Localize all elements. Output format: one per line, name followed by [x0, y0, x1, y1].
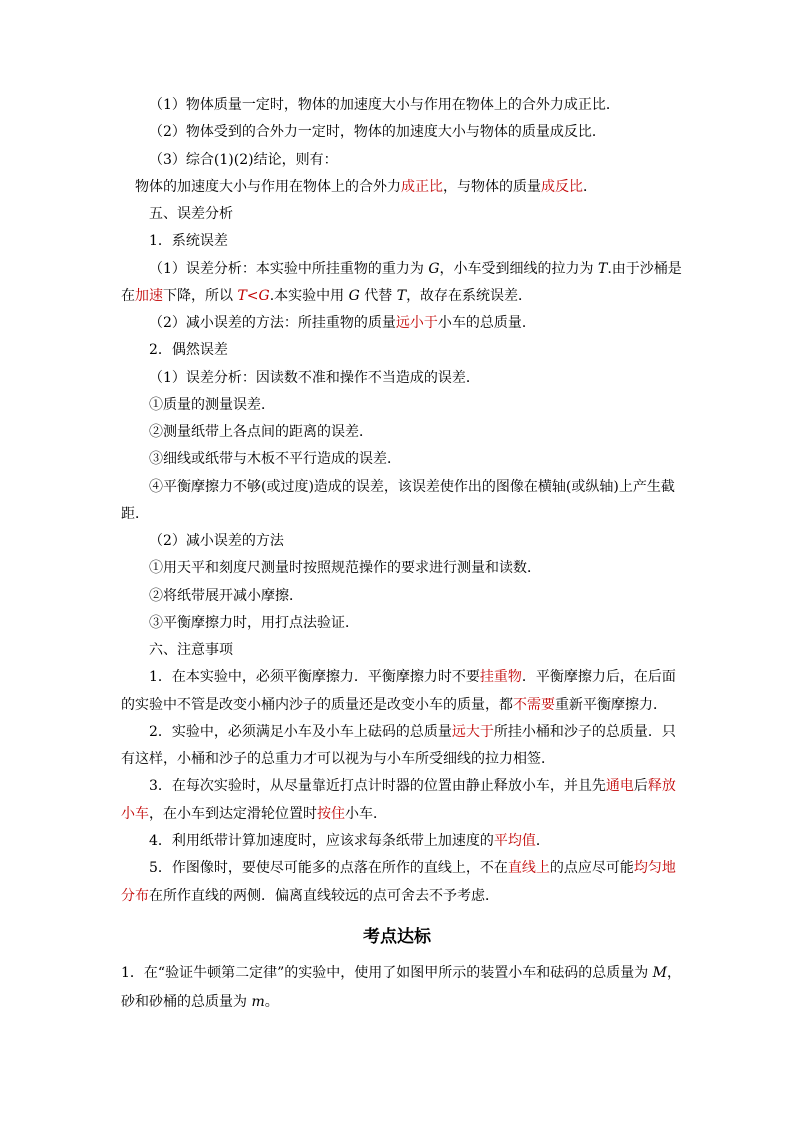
text-line: （1）误差分析：本实验中所挂重物的重力为 G，小车受到细线的拉力为 T.由于沙桶是 [149, 261, 682, 277]
highlight-text: 分布 [121, 888, 149, 904]
subsection-heading: 1．系统误差 [149, 233, 228, 249]
text-line: 分布在所作直线的两侧．偏离直线较远的点可舍去不予考虑． [121, 888, 499, 904]
text-line: ②测量纸带上各点间的距离的误差． [149, 424, 373, 440]
highlight-text: T<G [237, 288, 270, 304]
text-line: 4．利用纸带计算加速度时，应该求每条纸带上加速度的平均值． [149, 833, 550, 849]
section-heading: 六、注意事项 [149, 642, 233, 658]
subsection-heading: 2．偶然误差 [149, 342, 228, 358]
highlight-text: 远小于 [395, 315, 438, 331]
highlight-text: 通电 [605, 778, 634, 794]
text-line: ④平衡摩擦力不够(或过度)造成的误差，该误差使作出的图像在横轴(或纵轴)上产生截 [149, 479, 675, 495]
question-line: 砂和砂桶的总质量为 m。 [121, 994, 279, 1010]
highlight-text: 释放 [647, 778, 676, 794]
text-line: 有这样，小桶和沙子的总重力才可以视为与小车所受细线的拉力相签． [121, 751, 555, 767]
text-line: （1）误差分析：因读数不准和操作不当造成的误差． [149, 370, 480, 386]
highlight-text: 挂重物 [479, 669, 522, 685]
text-line: 3．在每次实验时，从尽量靠近打点计时器的位置由静止释放小车，并且先通电后释放 [149, 778, 676, 794]
text-line: 1．在本实验中，必须平衡摩擦力．平衡摩擦力时不要挂重物．平衡摩擦力后，在后面 [149, 669, 676, 685]
text-line: 的实验中不管是改变小桶内沙子的质量还是改变小车的质量，都不需要重新平衡摩擦力． [121, 697, 667, 713]
text-line: （1）物体质量一定时，物体的加速度大小与作用在物体上的合外力成正比． [149, 97, 620, 113]
section-heading: 五、误差分析 [149, 206, 233, 222]
text-line: 小车，在小车到达定滑轮位置时按住小车． [121, 806, 387, 822]
highlight-text: 加速 [135, 288, 163, 304]
text-line: ①用天平和刻度尺测量时按照规范操作的要求进行测量和读数． [149, 560, 541, 576]
text-line: （2）减小误差的方法：所挂重物的质量远小于小车的总质量． [149, 315, 536, 331]
text-line: （2）物体受到的合外力一定时，物体的加速度大小与物体的质量成反比． [149, 124, 606, 140]
text-line: 物体的加速度大小与作用在物体上的合外力成正比，与物体的质量成反比． [135, 179, 597, 195]
text-line: 距． [121, 506, 149, 522]
highlight-text: 均匀地 [633, 860, 676, 876]
text-line: ①质量的测量误差． [149, 397, 275, 413]
section-title: 考点达标 [363, 927, 431, 947]
highlight-text: 远大于 [451, 724, 494, 740]
question-line: 1．在“验证牛顿第二定律”的实验中，使用了如图甲所示的装置小车和砝码的总质量为 M， [121, 965, 682, 981]
text-line: （2）减小误差的方法 [149, 533, 284, 549]
highlight-text: 直线上 [507, 860, 550, 876]
highlight-text: 成反比 [541, 179, 583, 195]
text-line: ③平衡摩擦力时，用打点法验证． [149, 615, 359, 631]
highlight-text: 小车 [121, 806, 149, 822]
text-line: ③细线或纸带与木板不平行造成的误差． [149, 451, 401, 467]
highlight-text: 不需要 [513, 697, 555, 713]
text-line: 2．实验中，必须满足小车及小车上砝码的总质量远大于所挂小桶和沙子的总质量．只 [149, 724, 676, 740]
text-line: 5．作图像时，要使尽可能多的点落在所作的直线上，不在直线上的点应尽可能均匀地 [149, 860, 676, 876]
text-line: 在加速下降，所以 T<G.本实验中用 G 代替 T，故存在系统误差． [121, 288, 533, 304]
text-line: ②将纸带展开减小摩擦． [149, 588, 303, 604]
text-line: （3）综合(1)(2)结论，则有： [149, 152, 338, 168]
highlight-text: 按住 [317, 806, 345, 822]
highlight-text: 成正比 [401, 179, 443, 195]
highlight-text: 平均值 [493, 833, 536, 849]
